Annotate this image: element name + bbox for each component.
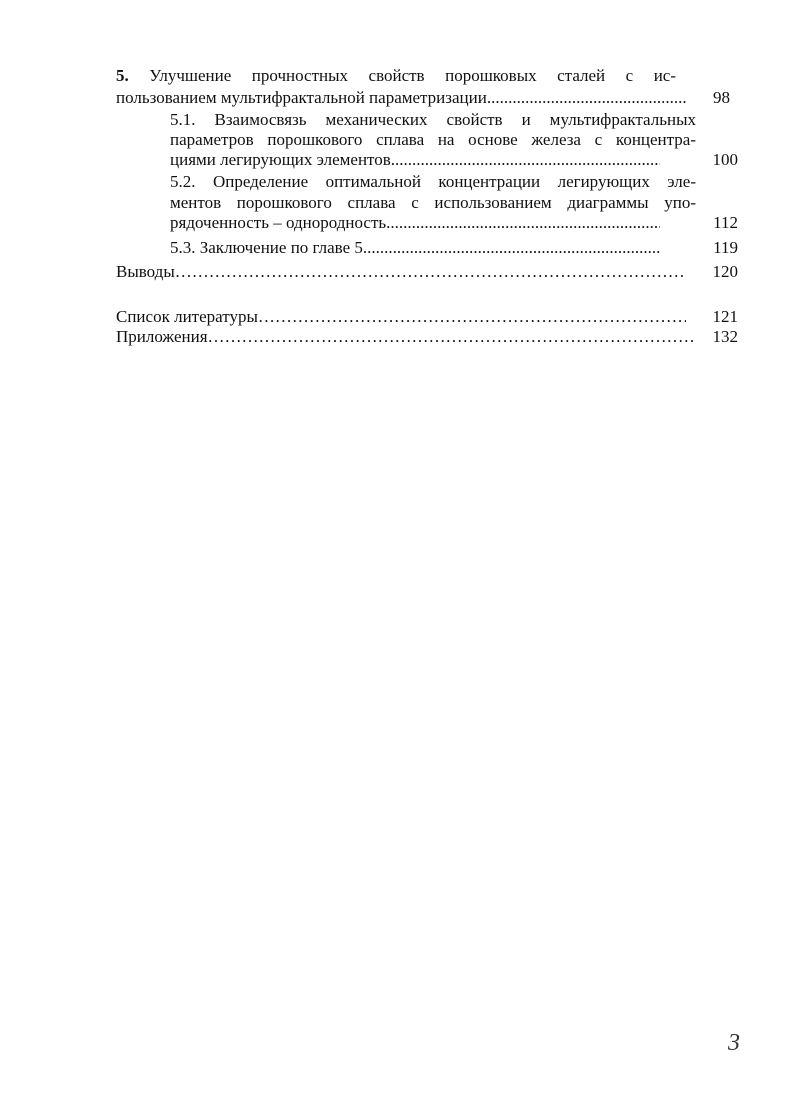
toc-entry-5-2-line1: 5.2. Определение оптимальной концентрации легирующих эле- — [170, 172, 696, 191]
toc-entry-5-2-line2: ментов порошкового сплава с использованием диаграммы упо- — [170, 193, 696, 212]
toc-page-number: 121 — [712, 307, 738, 326]
page-number: 3 — [728, 1030, 740, 1056]
toc-entry-5-1-line2: параметров порошкового сплава на основе железа с концентра- — [170, 130, 696, 149]
toc-page-number: 98 — [713, 88, 730, 107]
toc-entry-5-1-line3: циями легирующих элементов ..... — [170, 149, 660, 171]
toc-entry-5-2-line3: рядоченность – однородность ..... — [170, 212, 660, 234]
toc-page-number: 100 — [712, 150, 738, 169]
toc-entry-5-line1: 5. Улучшение прочностных свойств порошковых сталей с ис- — [116, 66, 676, 85]
toc-entry-references: Список литературы …………………………………………………………………………………………………… — [116, 306, 686, 328]
toc-entry-5-1-line1: 5.1. Взаимосвязь механических свойств и мультифрактальных — [170, 110, 696, 129]
toc-page-number: 120 — [712, 262, 738, 281]
toc-page-number: 119 — [713, 238, 738, 257]
toc-entry-appendices: Приложения …………………………………………………………………………………………………… — [116, 326, 694, 348]
toc-page-number: 132 — [712, 327, 738, 346]
toc-entry-5-3: 5.3. Заключение по главе 5 ..... — [170, 237, 660, 259]
toc-page-number: 112 — [713, 213, 738, 232]
toc-entry-5-line2: пользованием мультифрактальной параметризации ..... — [116, 87, 686, 109]
toc-entry-conclusions: Выводы …………………………………………………………………………………………………… — [116, 261, 686, 283]
